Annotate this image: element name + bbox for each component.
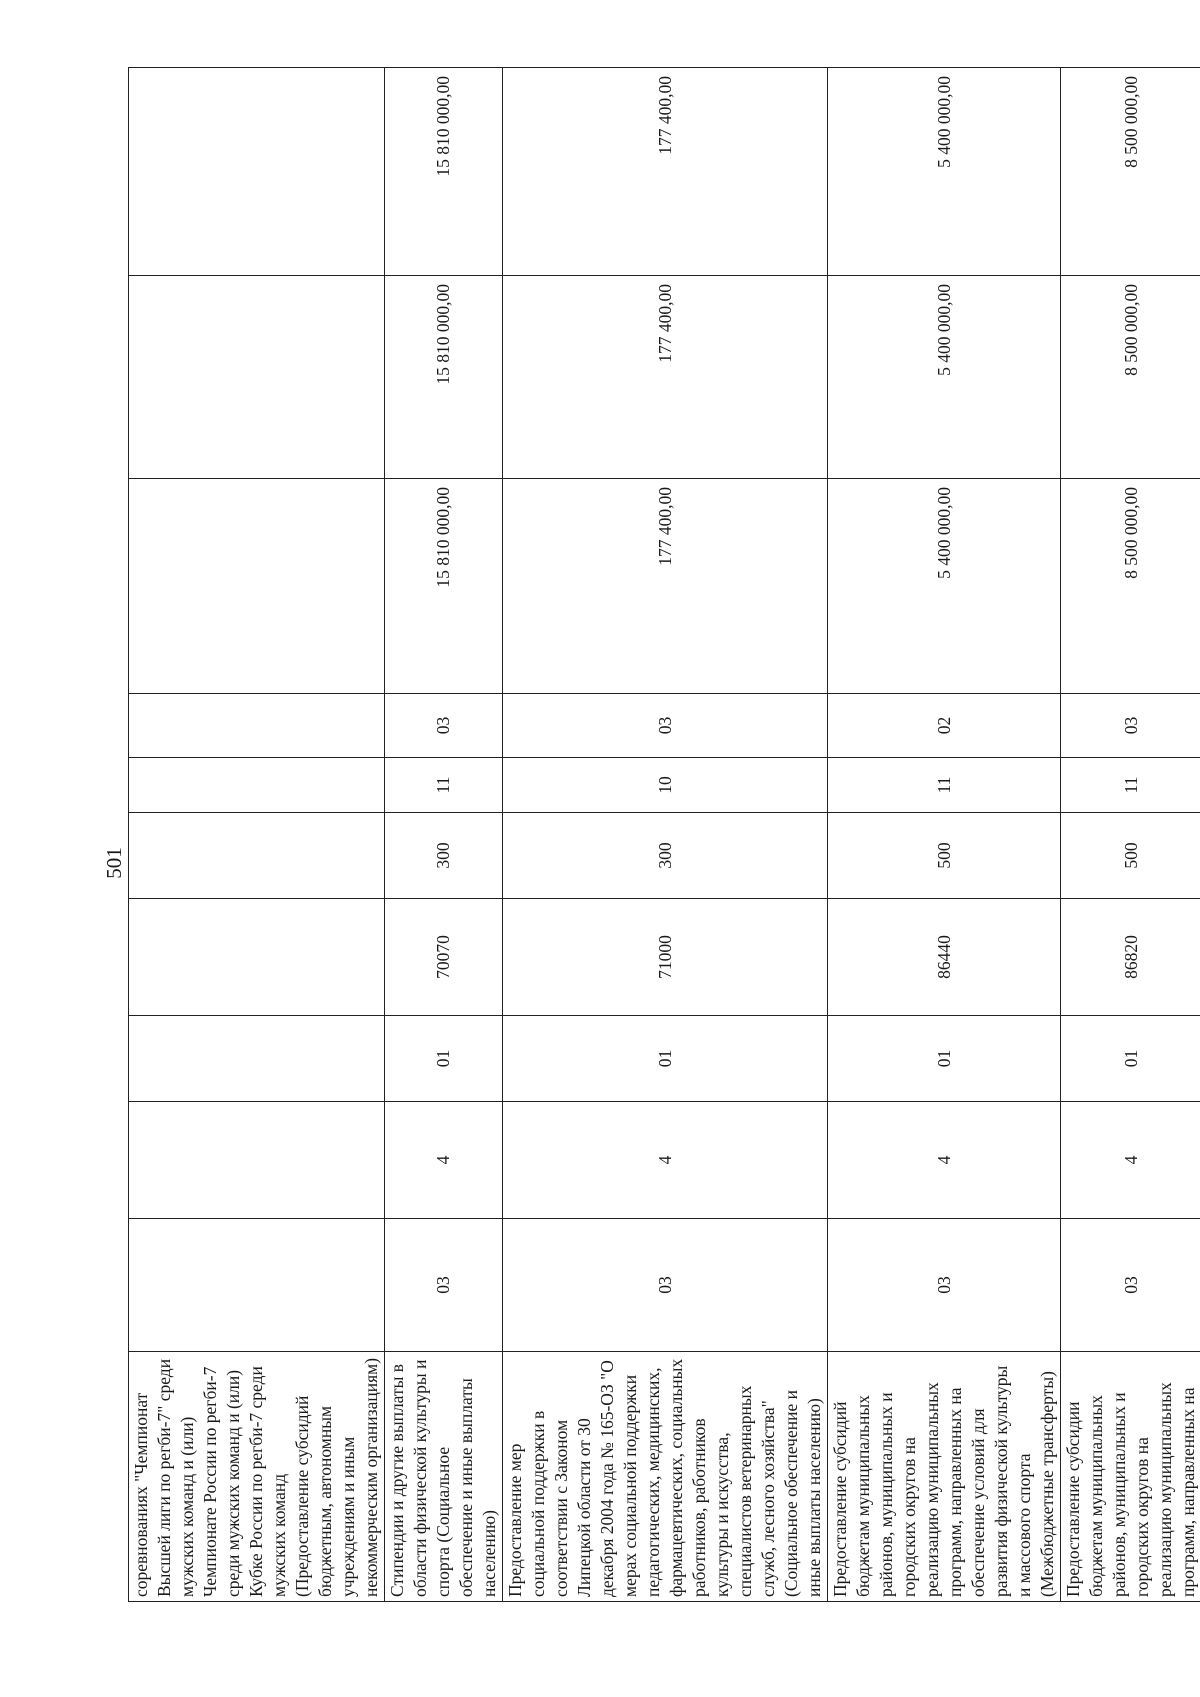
amount-cell: 8 500 000,00 — [1061, 276, 1200, 479]
code-cell: 70070 — [385, 899, 503, 1016]
table-row — [503, 68, 828, 1602]
amount-cell: 177 400,00 — [503, 479, 828, 694]
code-cell: 11 — [385, 758, 503, 813]
page-number: 501 — [102, 847, 126, 879]
row-description: Предоставление субсидии бюджетам муниципальных районов, муниципальных и городских округов на реализацию муниципальных программ, направленных на — [1061, 1352, 1200, 1602]
code-cell: 01 — [1061, 1016, 1200, 1102]
code-cell: 4 — [828, 1102, 1061, 1219]
code-cell: 01 — [385, 1016, 503, 1102]
amount-cell: 8 500 000,00 — [1061, 479, 1200, 694]
amount-cell: 15 810 000,00 — [385, 276, 503, 479]
code-cell — [129, 1102, 385, 1219]
code-cell: 03 — [385, 1219, 503, 1352]
code-cell: 10 — [503, 758, 828, 813]
amount-cell — [129, 479, 385, 694]
code-cell — [129, 813, 385, 899]
code-cell: 11 — [1061, 758, 1200, 813]
code-cell: 86820 — [1061, 899, 1200, 1016]
code-cell — [129, 899, 385, 1016]
table-row — [129, 68, 385, 1602]
amount-cell: 177 400,00 — [503, 276, 828, 479]
rotated-page-content — [128, 68, 1198, 1602]
code-cell: 03 — [385, 694, 503, 758]
code-cell: 71000 — [503, 899, 828, 1016]
code-cell: 03 — [1061, 1219, 1200, 1352]
row-description: Предоставление мер социальной поддержки в соответствии с Законом Липецкой области от 30 декабря 2004 года № 165-ОЗ "О мерах социальной поддержки педагогических, медицинских, фармацевтических, социальных работников, работников культуры и искусства, специалистов ветеринарных служб, лесного хозяйства" (Социальное обеспечение и иные выплаты населению) — [503, 1352, 828, 1602]
code-cell: 300 — [385, 813, 503, 899]
code-cell — [129, 694, 385, 758]
code-cell: 03 — [503, 694, 828, 758]
code-cell: 01 — [828, 1016, 1061, 1102]
code-cell: 4 — [503, 1102, 828, 1219]
table-row — [1061, 68, 1200, 1602]
code-cell: 500 — [828, 813, 1061, 899]
code-cell: 4 — [1061, 1102, 1200, 1219]
code-cell: 86440 — [828, 899, 1061, 1016]
amount-cell — [129, 68, 385, 276]
row-description: Стипендии и другие выплаты в области физической культуры и спорта (Социальное обеспечение и иные выплаты населению) — [385, 1352, 503, 1602]
table-row — [385, 68, 503, 1602]
code-cell: 03 — [503, 1219, 828, 1352]
code-cell: 03 — [1061, 694, 1200, 758]
amount-cell: 5 400 000,00 — [828, 68, 1061, 276]
code-cell: 4 — [385, 1102, 503, 1219]
amount-cell: 177 400,00 — [503, 68, 828, 276]
code-cell: 300 — [503, 813, 828, 899]
code-cell: 03 — [828, 1219, 1061, 1352]
amount-cell: 5 400 000,00 — [828, 479, 1061, 694]
code-cell: 11 — [828, 758, 1061, 813]
code-cell — [129, 1016, 385, 1102]
amount-cell: 15 810 000,00 — [385, 479, 503, 694]
amount-cell: 15 810 000,00 — [385, 68, 503, 276]
code-cell: 01 — [503, 1016, 828, 1102]
code-cell: 500 — [1061, 813, 1200, 899]
amount-cell: 8 500 000,00 — [1061, 68, 1200, 276]
code-cell — [129, 1219, 385, 1352]
budget-table — [128, 67, 1200, 1602]
code-cell: 02 — [828, 694, 1061, 758]
row-description: Предоставление субсидий бюджетам муниципальных районов, муниципальных и городских округов на реализацию муниципальных программ, направленных на обеспечение условий для развития физической культуры и массового спорта (Межбюджетные трансферты) — [828, 1352, 1061, 1602]
table-row — [828, 68, 1061, 1602]
code-cell — [129, 758, 385, 813]
row-description: соревнованиях "Чемпионат Высшей лиги по регби-7" среди мужских команд и (или) Чемпионате России по регби-7 среди мужских команд и (или) Кубке России по регби-7 среди мужских команд (Предоставление субсидий бюджетным, автономным учреждениям и иным некоммерческим организациям) — [129, 1352, 385, 1602]
amount-cell: 5 400 000,00 — [828, 276, 1061, 479]
amount-cell — [129, 276, 385, 479]
